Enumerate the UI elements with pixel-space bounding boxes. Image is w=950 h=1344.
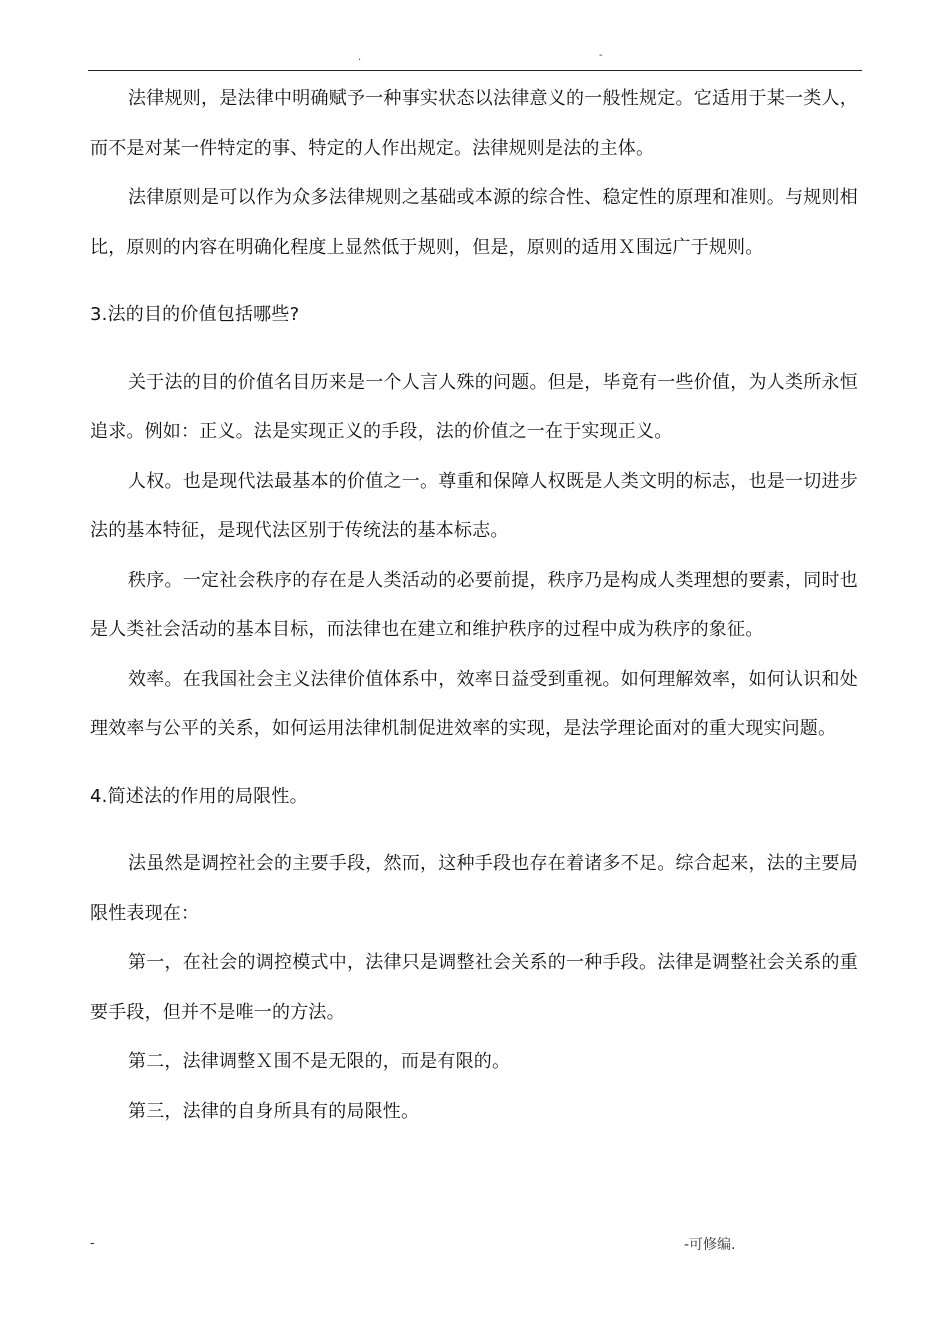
header-mark-left: . xyxy=(358,52,362,63)
page-header xyxy=(0,52,950,66)
paragraph-limitation-first: 第一，在社会的调控模式中，法律只是调整社会关系的一种手段。法律是调整社会关系的重要手段，但并不是唯一的方法。 xyxy=(90,952,858,1023)
paragraph-limitation-third: 第三，法律的自身所具有的局限性。 xyxy=(128,1100,420,1122)
section-heading-4: 4.简述法的作用的局限性。 xyxy=(90,785,308,807)
footer-left-mark: - xyxy=(90,1236,95,1251)
paragraph-limitation-second: 第二，法律调整Ｘ围不是无限的，而是有限的。 xyxy=(128,1051,511,1072)
header-rule xyxy=(88,70,862,71)
section-heading-3: 3.法的目的价值包括哪些? xyxy=(90,304,300,325)
header-mark-right: - xyxy=(599,50,603,61)
footer-editable-note: -可修编. xyxy=(684,1237,736,1253)
paragraph-limitations-intro: 法虽然是调控社会的主要手段，然而，这种手段也存在着诸多不足。综合起来，法的主要局限性表现在： xyxy=(90,853,858,924)
paragraph-human-rights: 人权。也是现代法最基本的价值之一。尊重和保障人权既是人类文明的标志，也是一切进步法的基本特征，是现代法区别于传统法的基本标志。 xyxy=(90,470,858,541)
paragraph-order: 秩序。一定社会秩序的存在是人类活动的必要前提，秩序乃是构成人类理想的要素，同时也是人类社会活动的基本目标，而法律也在建立和维护秩序的过程中成为秩序的象征。 xyxy=(90,569,858,640)
document-body xyxy=(90,74,858,1136)
paragraph-value-intro: 关于法的目的价值名目历来是一个人言人殊的问题。但是，毕竟有一些价值，为人类所永恒追求。例如：正义。法是实现正义的手段，法的价值之一在于实现正义。 xyxy=(90,371,858,442)
paragraph-efficiency: 效率。在我国社会主义法律价值体系中，效率日益受到重视。如何理解效率，如何认识和处理效率与公平的关系，如何运用法律机制促进效率的实现，是法学理论面对的重大现实问题。 xyxy=(90,668,858,739)
paragraph-legal-rules: 法律规则，是法律中明确赋予一种事实状态以法律意义的一般性规定。它适用于某一类人，而不是对某一件特定的事、特定的人作出规定。法律规则是法的主体。 xyxy=(90,88,858,159)
paragraph-legal-principles: 法律原则是可以作为众多法律规则之基础或本源的综合性、稳定性的原理和准则。与规则相比，原则的内容在明确化程度上显然低于规则，但是，原则的适用Ｘ围远广于规则。 xyxy=(90,187,858,258)
